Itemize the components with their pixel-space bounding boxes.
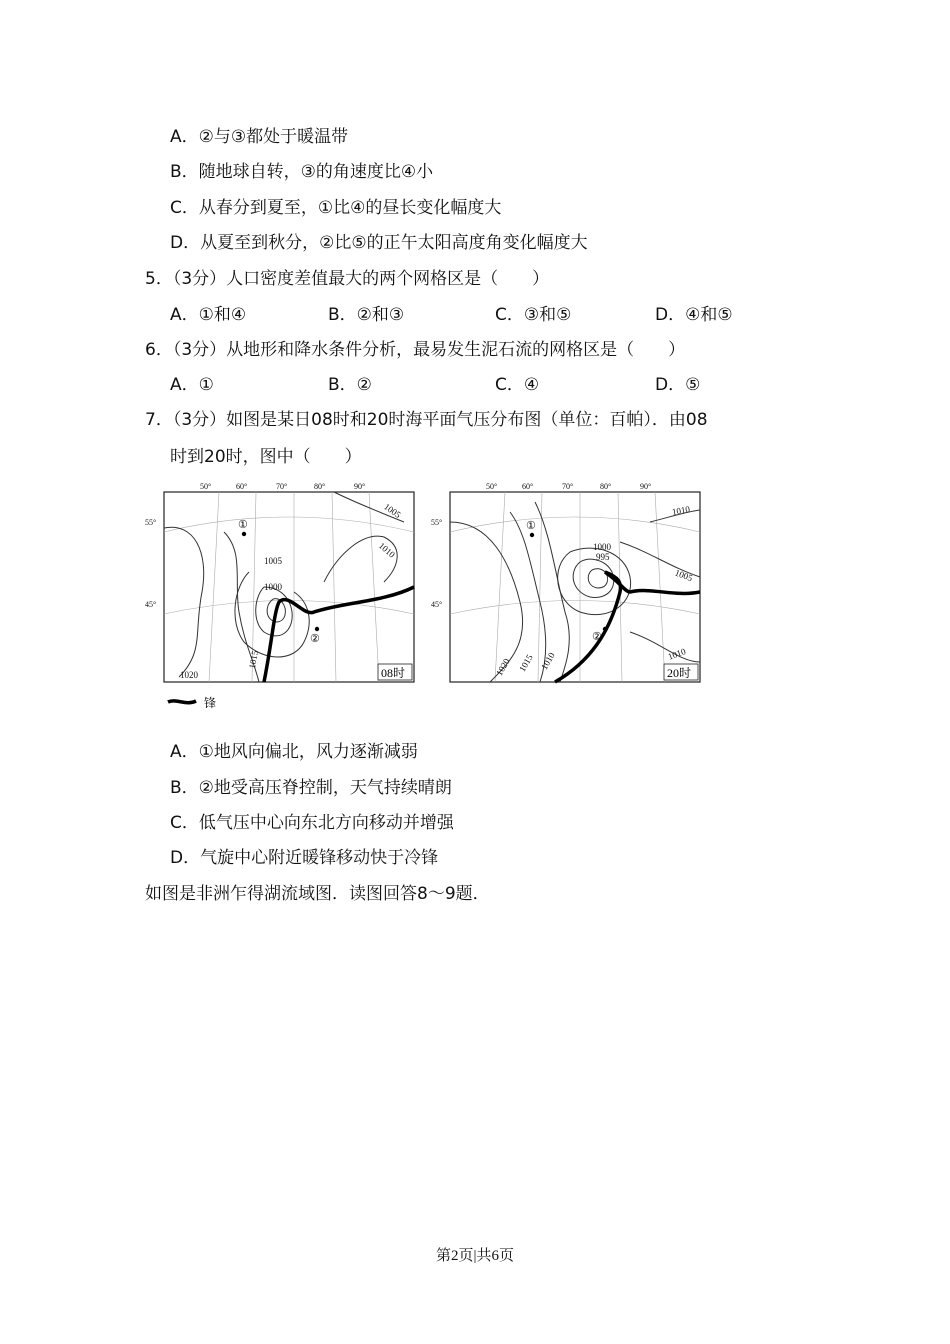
q5-option-c: C．③和⑤ xyxy=(495,305,572,325)
map1-isobar-label-0: 1020 xyxy=(180,670,198,680)
q7-option-a: A．①地风向偏北，风力逐渐减弱 xyxy=(170,742,418,762)
q5-option-d: D．④和⑤ xyxy=(655,305,733,325)
map1-isobar-label-3: 1000 xyxy=(264,582,282,592)
map2-isobar-label-2: 1010 xyxy=(539,650,557,672)
map1-lat-55: 55° xyxy=(145,518,157,527)
q6-stem: 6．（3分）从地形和降水条件分析，最易发生泥石流的网格区是（ ） xyxy=(145,340,686,360)
map2-isobar-label-0: 1020 xyxy=(494,656,512,678)
q7-stem-line2: 时到20时，图中（ ） xyxy=(170,447,362,467)
intro-questions-8-9: 如图是非洲乍得湖流域图．读图回答8～9题． xyxy=(145,884,490,904)
map1-isobar-label-4: 1010 xyxy=(376,540,397,560)
page-footer: 第2页|共6页 xyxy=(435,1248,514,1264)
map2-isobar-label-7: 1010 xyxy=(666,646,687,662)
q7-stem-line1: 7．（3分）如图是某日08时和20时海平面气压分布图（单位：百帕）．由08 xyxy=(145,410,708,430)
map1-lon-60: 60° xyxy=(236,482,248,491)
map1-lon-80: 80° xyxy=(314,482,326,491)
map1-point2-label: ② xyxy=(310,633,320,645)
q5-option-b: B．②和③ xyxy=(328,305,405,325)
map2-isobar-label-6: 1010 xyxy=(671,503,691,517)
map-20 xyxy=(450,492,700,682)
map2-lon-90: 90° xyxy=(640,482,652,491)
map2-point1-label: ① xyxy=(526,520,536,532)
q7-option-c: C．低气压中心向东北方向移动并增强 xyxy=(170,813,454,833)
map2-frame xyxy=(450,492,700,682)
map2-lat-55: 55° xyxy=(431,518,443,527)
map2-isobar-label-3: 1000 xyxy=(593,542,611,552)
map1-lat-45: 45° xyxy=(145,600,157,609)
map1-lon-70: 70° xyxy=(276,482,288,491)
map2-lon-60: 60° xyxy=(522,482,534,491)
map2-isobar-label-1: 1015 xyxy=(517,652,535,674)
map1-time-label: 08时 xyxy=(381,666,406,680)
q4-option-d: D．从夏至到秋分，②比⑤的正午太阳高度角变化幅度大 xyxy=(170,233,588,253)
q6-option-b: B．② xyxy=(328,375,372,395)
q6-option-a: A．① xyxy=(170,375,214,395)
map2-time-label: 20时 xyxy=(667,666,692,680)
map1-isobar-label-2: 1005 xyxy=(264,556,282,566)
q6-option-d: D．⑤ xyxy=(655,375,701,395)
q4-option-c: C．从春分到夏至，①比④的昼长变化幅度大 xyxy=(170,198,502,218)
map2-lat-45: 45° xyxy=(431,600,443,609)
pressure-maps-figure xyxy=(140,478,720,722)
map2-lon-50: 50° xyxy=(486,482,498,491)
map1-point1-dot xyxy=(242,532,246,536)
q6-option-c: C．④ xyxy=(495,375,540,395)
map1-frame xyxy=(164,492,414,682)
map2-point1-dot xyxy=(530,533,534,537)
q7-option-b: B．②地受高压脊控制，天气持续晴朗 xyxy=(170,778,452,798)
map1-lon-50: 50° xyxy=(200,482,212,491)
map1-point2-dot xyxy=(315,627,319,631)
pressure-maps-svg xyxy=(140,478,720,718)
legend-front-label: 锋 xyxy=(204,696,217,710)
map2-lon-70: 70° xyxy=(562,482,574,491)
map-08 xyxy=(164,492,414,682)
q5-stem: 5．（3分）人口密度差值最大的两个网格区是（ ） xyxy=(145,269,550,289)
q4-option-a: A．②与③都处于暖温带 xyxy=(170,127,349,147)
map2-lon-80: 80° xyxy=(600,482,612,491)
q7-option-d: D．气旋中心附近暖锋移动快于冷锋 xyxy=(170,848,439,868)
legend-front-symbol xyxy=(168,701,196,703)
map2-point2-dot xyxy=(603,627,607,631)
map2-isobar-label-4: 995 xyxy=(596,552,610,562)
q5-option-a: A．①和④ xyxy=(170,305,247,325)
map1-isobar-label-1: 1015 xyxy=(246,649,260,670)
map2-point2-label: ② xyxy=(592,631,602,643)
map1-isobar-label-5: 1005 xyxy=(382,501,403,520)
map2-isobar-label-5: 1005 xyxy=(673,567,694,584)
map1-lon-90: 90° xyxy=(354,482,366,491)
q4-option-b: B．随地球自转，③的角速度比④小 xyxy=(170,162,434,182)
map1-point1-label: ① xyxy=(238,519,248,531)
